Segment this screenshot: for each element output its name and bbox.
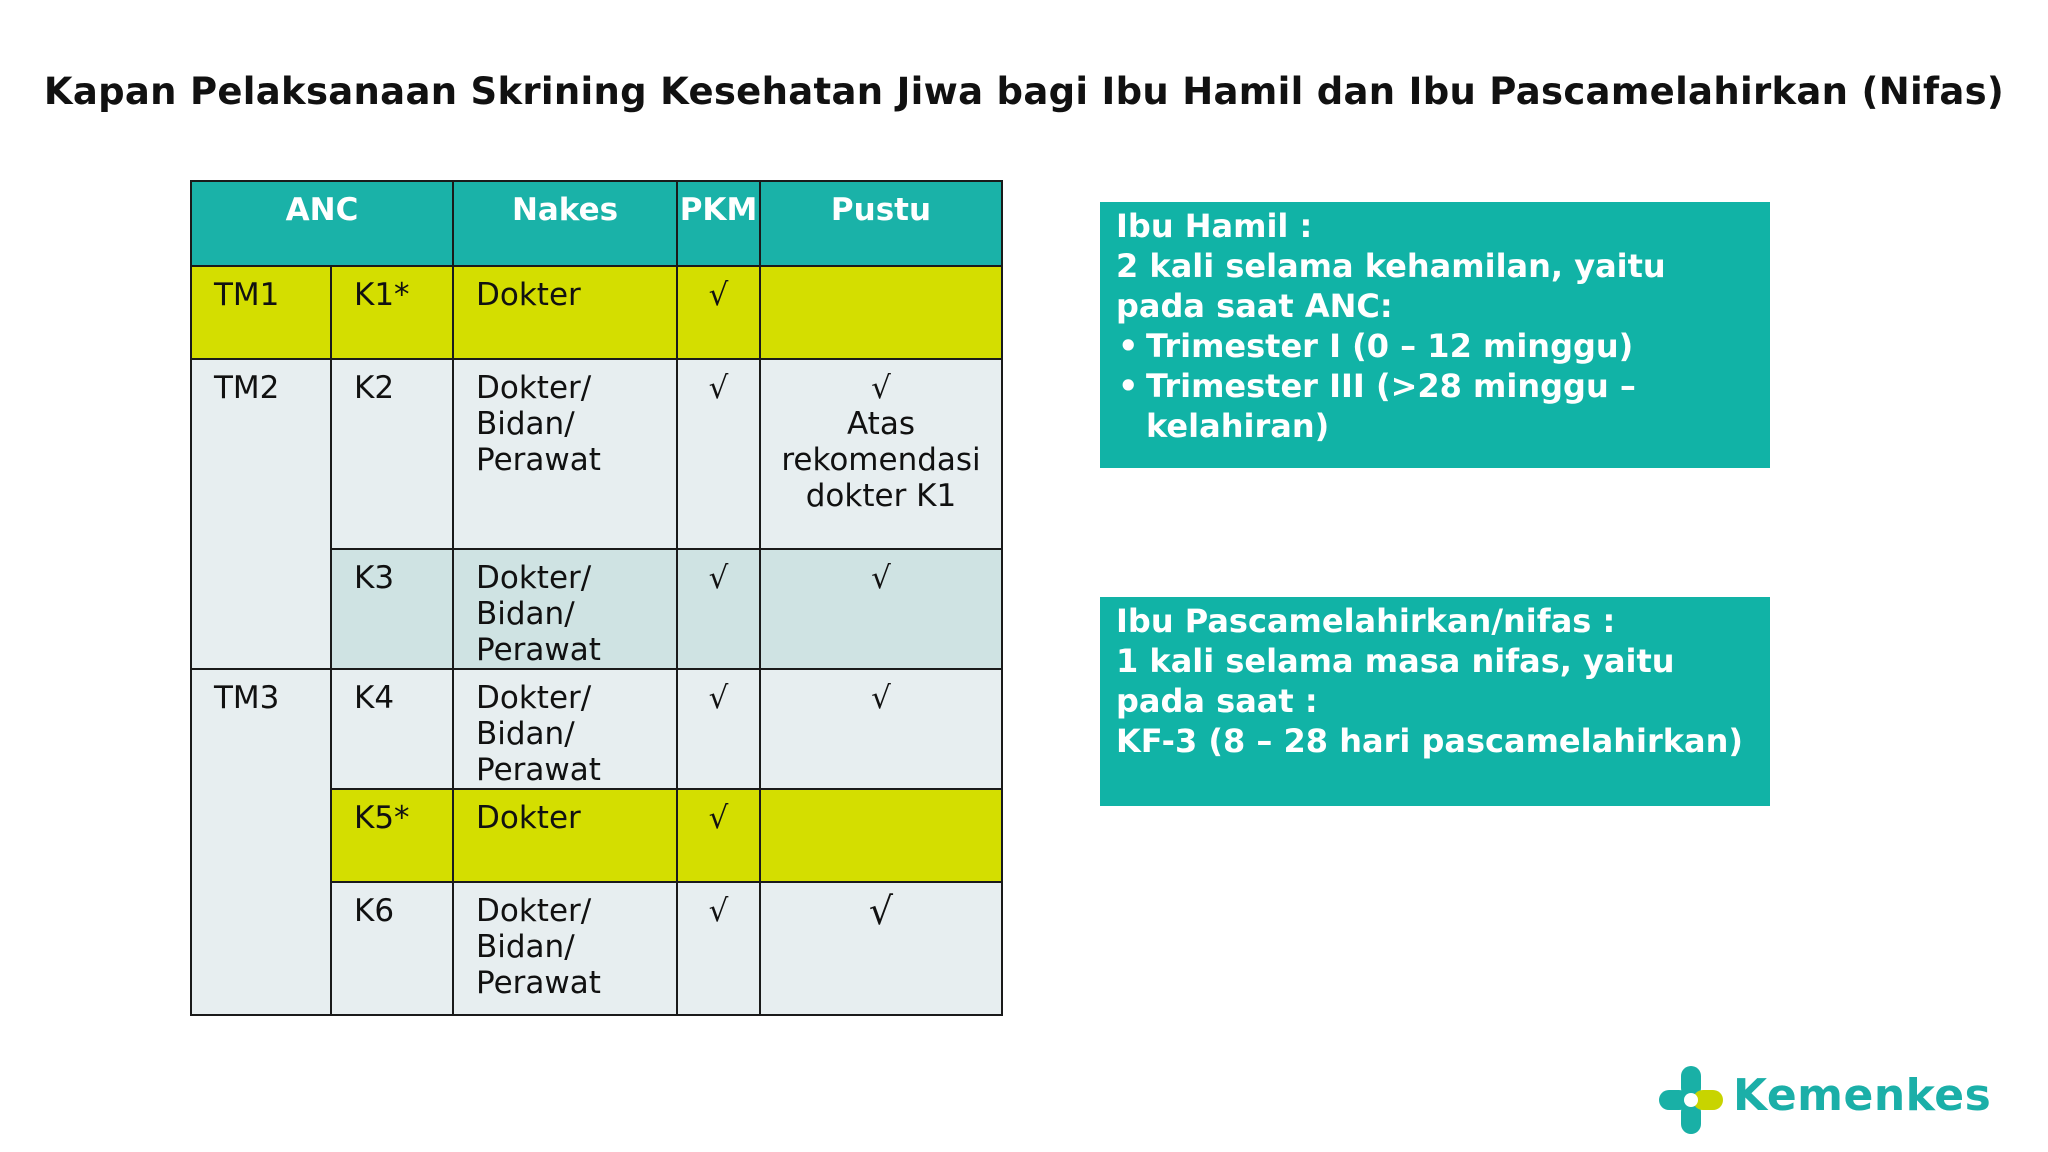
pustu-check-k3: √: [760, 549, 1002, 669]
ibu-hamil-title: Ibu Hamil :: [1116, 207, 1313, 245]
nakes-cell-k2: Dokter/ Bidan/ Perawat: [453, 359, 677, 549]
nakes-cell-k5: Dokter: [453, 789, 677, 882]
info-box-ibu-hamil: [1100, 202, 1770, 468]
table-row-k2: [191, 359, 1002, 549]
pkm-check-k3: √: [677, 549, 760, 669]
pustu-cell-k2: [760, 359, 1002, 549]
table-row-k1: [191, 266, 1002, 359]
visit-cell-k6: K6: [331, 882, 453, 1015]
pkm-check-k5: √: [677, 789, 760, 882]
nakes-cell-k3: Dokter/ Bidan/ Perawat: [453, 549, 677, 669]
anc-schedule-table: [190, 180, 1003, 1016]
kemenkes-logo-text: Kemenkes: [1733, 1070, 1992, 1121]
pkm-check-k4: √: [677, 669, 760, 789]
pustu-note-k2: Atas rekomendasi dokter K1: [781, 406, 981, 514]
pkm-check-k2: √: [677, 359, 760, 549]
table-header-row: [191, 181, 1002, 266]
pustu-cell-k1: [760, 266, 1002, 359]
visit-cell-k3: K3: [331, 549, 453, 669]
kemenkes-logo-icon: [1655, 1062, 1729, 1138]
ibu-nifas-title: Ibu Pascamelahirkan/nifas :: [1116, 602, 1616, 640]
table-row-k4: [191, 669, 1002, 789]
header-anc: ANC: [191, 181, 453, 266]
info-box-ibu-nifas: [1100, 597, 1770, 806]
pustu-check-k4: √: [760, 669, 1002, 789]
ibu-hamil-list: [1116, 326, 1754, 446]
list-item: • Trimester III (>28 minggu – kelahiran): [1116, 366, 1754, 446]
nakes-cell-k6: Dokter/ Bidan/ Perawat: [453, 882, 677, 1015]
trimester-cell-tm3: TM3: [191, 669, 331, 1015]
pkm-check-k6: √: [677, 882, 760, 1015]
pkm-check-k1: √: [677, 266, 760, 359]
nakes-cell-k4: Dokter/ Bidan/ Perawat: [453, 669, 677, 789]
trimester-cell-tm2: TM2: [191, 359, 331, 669]
trimester-cell-tm1: TM1: [191, 266, 331, 359]
nakes-cell-k1: Dokter: [453, 266, 677, 359]
header-pustu: Pustu: [760, 181, 1002, 266]
visit-cell-k2: K2: [331, 359, 453, 549]
kemenkes-logo: [1655, 1062, 1992, 1138]
ibu-nifas-detail: KF-3 (8 – 28 hari pascamelahirkan): [1116, 722, 1743, 760]
pustu-cell-k5: [760, 789, 1002, 882]
page-title: Kapan Pelaksanaan Skrining Kesehatan Jiwa bagi Ibu Hamil dan Ibu Pascamelahirkan (Nifas): [43, 70, 2005, 113]
visit-cell-k4: K4: [331, 669, 453, 789]
header-nakes: Nakes: [453, 181, 677, 266]
ibu-nifas-text: 1 kali selama masa nifas, yaitu pada saat :: [1116, 642, 1675, 720]
list-item: • Trimester I (0 – 12 minggu): [1116, 326, 1754, 366]
visit-cell-k1: K1*: [331, 266, 453, 359]
pustu-check-k6: √: [760, 882, 1002, 1015]
header-pkm: PKM: [677, 181, 760, 266]
visit-cell-k5: K5*: [331, 789, 453, 882]
ibu-hamil-text: 2 kali selama kehamilan, yaitu pada saat ANC:: [1116, 247, 1666, 325]
pustu-check-k2: √: [871, 370, 891, 406]
